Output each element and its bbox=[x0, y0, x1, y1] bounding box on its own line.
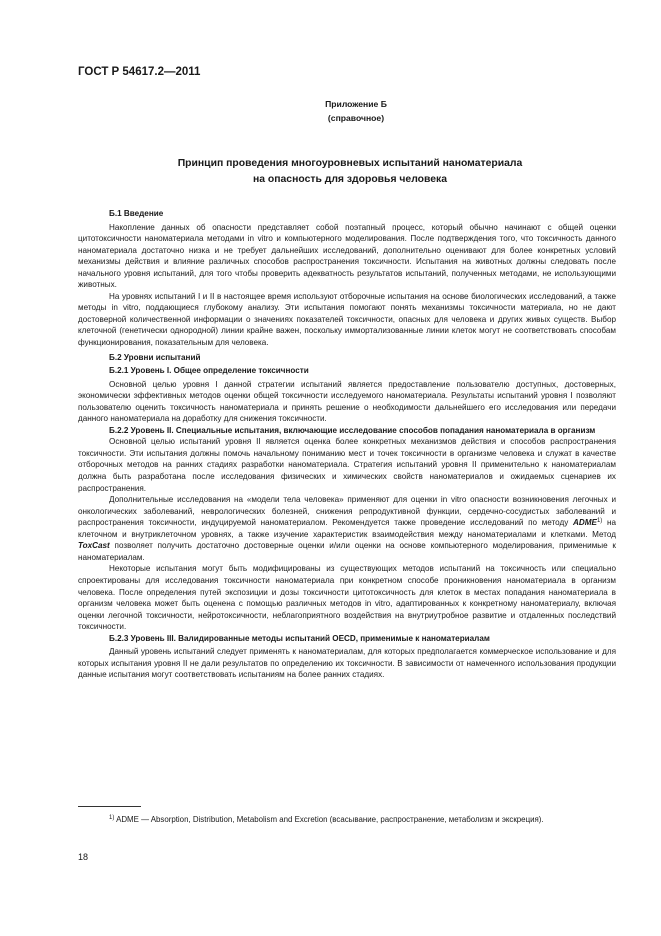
paragraph: Основной целью уровня I данной стратегии испытаний является предоставление пользователю доступных, достоверных, экономически эффективных методов оценки общей токсичности исследуемого наноматериала. Результаты испытаний уровня I позволяют пользователю оценить токсичность наноматериала и принять решение о необходимости дальнейшего его исследования или передачи данного наноматериала на доработку для снижения токсичности. bbox=[78, 379, 616, 424]
section-heading-b22: Б.2.2 Уровень II. Специальные испытания, включающие исследование способов попадания наноматериала в организм bbox=[109, 425, 596, 435]
footnote-text: ADME — Absorption, Distribution, Metabolism and Excretion (всасывание, распространение, метаболизм и экскреция). bbox=[114, 815, 544, 824]
adme-term: ADME bbox=[573, 518, 597, 528]
annex-kind: (справочное) bbox=[327, 113, 385, 123]
annex-title bbox=[130, 156, 570, 188]
text-run: Дополнительные исследования на «модели тела человека» применяют для оценки in vitro опасности возникновения легочных и онкологических заболеваний, неврологических болезней, снижения репродуктивной функции, сердечно-сосудистых заболеваний и распространения токсичности, индуцируемой наноматериалом. Рекомендуется также проведение исследований по методу bbox=[78, 495, 616, 528]
paragraph: Основной целью испытаний уровня II является оценка более конкретных механизмов действия и способов распространения токсичности. Эти испытания должны помочь начальному пониманию мест и точек токсичности в организме человека и служат в качестве отборочных методов на ранних стадиях разработки наноматериала. Стратегия испытаний уровня II применительно к наноматериалам должна быть разработана после исследования физических и химических свойств наноматериалов и ожидаемых сценариев их распространения. bbox=[78, 437, 616, 493]
section-heading-b1: Б.1 Введение bbox=[109, 209, 164, 218]
footnote bbox=[78, 814, 616, 827]
footnote-divider bbox=[78, 806, 141, 807]
paragraph: Данный уровень испытаний следует применять к наноматериалам, для которых предполагается коммерческое использование и для которых испытания уровня II не дали результатов по определению их токсичности. В зависимости от намеченного использования продукции данные испытания могут соответствовать испытаниям на более ранних стадиях. bbox=[78, 647, 616, 680]
title-line-1: Принцип проведения многоуровневых испытаний наноматериала bbox=[177, 158, 523, 169]
section-heading-b23: Б.2.3 Уровень III. Валидированные методы испытаний OECD, применимые к наноматериалам bbox=[109, 633, 490, 643]
document-body bbox=[78, 205, 616, 681]
annex-label-block bbox=[300, 97, 412, 125]
document-header: ГОСТ Р 54617.2—2011 bbox=[78, 66, 201, 78]
paragraph: На уровнях испытаний I и II в настоящее время используют отборочные испытания на основе биологических исследований, а также методы in vitro, поддающиеся глубокому анализу. Эти испытания помогают понять механизмы токсичности материала, но не дают достоверной количественной информации о значениях показателей токсичности, опасных для человека и других живых существ. Выбор клеточной (генетически однородной) линии крайне важен, поскольку иммортализованные линии клеток могут не соответствовать способам функционирования, показательным для человека. bbox=[78, 291, 616, 348]
footnote-ref: 1) bbox=[596, 518, 603, 525]
annex-label: Приложение Б bbox=[325, 99, 387, 109]
section-heading-b2: Б.2 Уровни испытаний bbox=[109, 352, 201, 362]
paragraph: Некоторые испытания могут быть модифицированы из существующих методов испытаний на токсичность или специально спроектированы для исследования токсичности наноматериала при конкретном способе проникновения наноматериала в организм человека. После определения путей экспозиции и дозы токсичности цитотоксичность для клеток в местах попадания наноматериала в организм человека может быть оценена с помощью различных методов in vitro, адаптированных к конкретному наноматериалу, включая оценки легочной токсичности, нейротоксичности, неблагоприятного воздействия на внутриутробное развитие и отдаленных последствий токсичности. bbox=[78, 564, 616, 632]
footnote-marker: 1) bbox=[109, 815, 115, 821]
text-run: на клеточном и внутриклеточном уровнях, а также изучение характеристик взаимодействия между наноматериалами и клетками. Метод bbox=[78, 518, 616, 539]
section-heading-b21: Б.2.1 Уровень I. Общее определение токсичности bbox=[109, 366, 309, 376]
page-number: 18 bbox=[78, 852, 89, 862]
paragraph bbox=[78, 494, 616, 563]
title-line-2: на опасность для здоровья человека bbox=[252, 174, 448, 185]
toxcast-term: ToxCast bbox=[78, 541, 110, 551]
text-run: позволяет получить достаточно достоверные оценки и/или оценки на основе компьютерного моделирования, применимые к наноматериалам. bbox=[78, 541, 616, 562]
paragraph: Накопление данных об опасности представляет собой поэтапный процесс, который обычно начинают с общей оценки цитотоксичности наноматериала методами in vitro и компьютерного моделирования. После подтверждения того, что токсичность данного наноматериала достаточно низка и не требует дальнейших исследований, дополнительно оценивают для более конкретных условий механизмы действия и влияние различных способов распространения токсичности. Испытания на животных должны следовать после начального уровня испытаний, для того чтобы проверить адекватность результатов испытаний, полученных методами, не использующими животных. bbox=[78, 222, 616, 290]
